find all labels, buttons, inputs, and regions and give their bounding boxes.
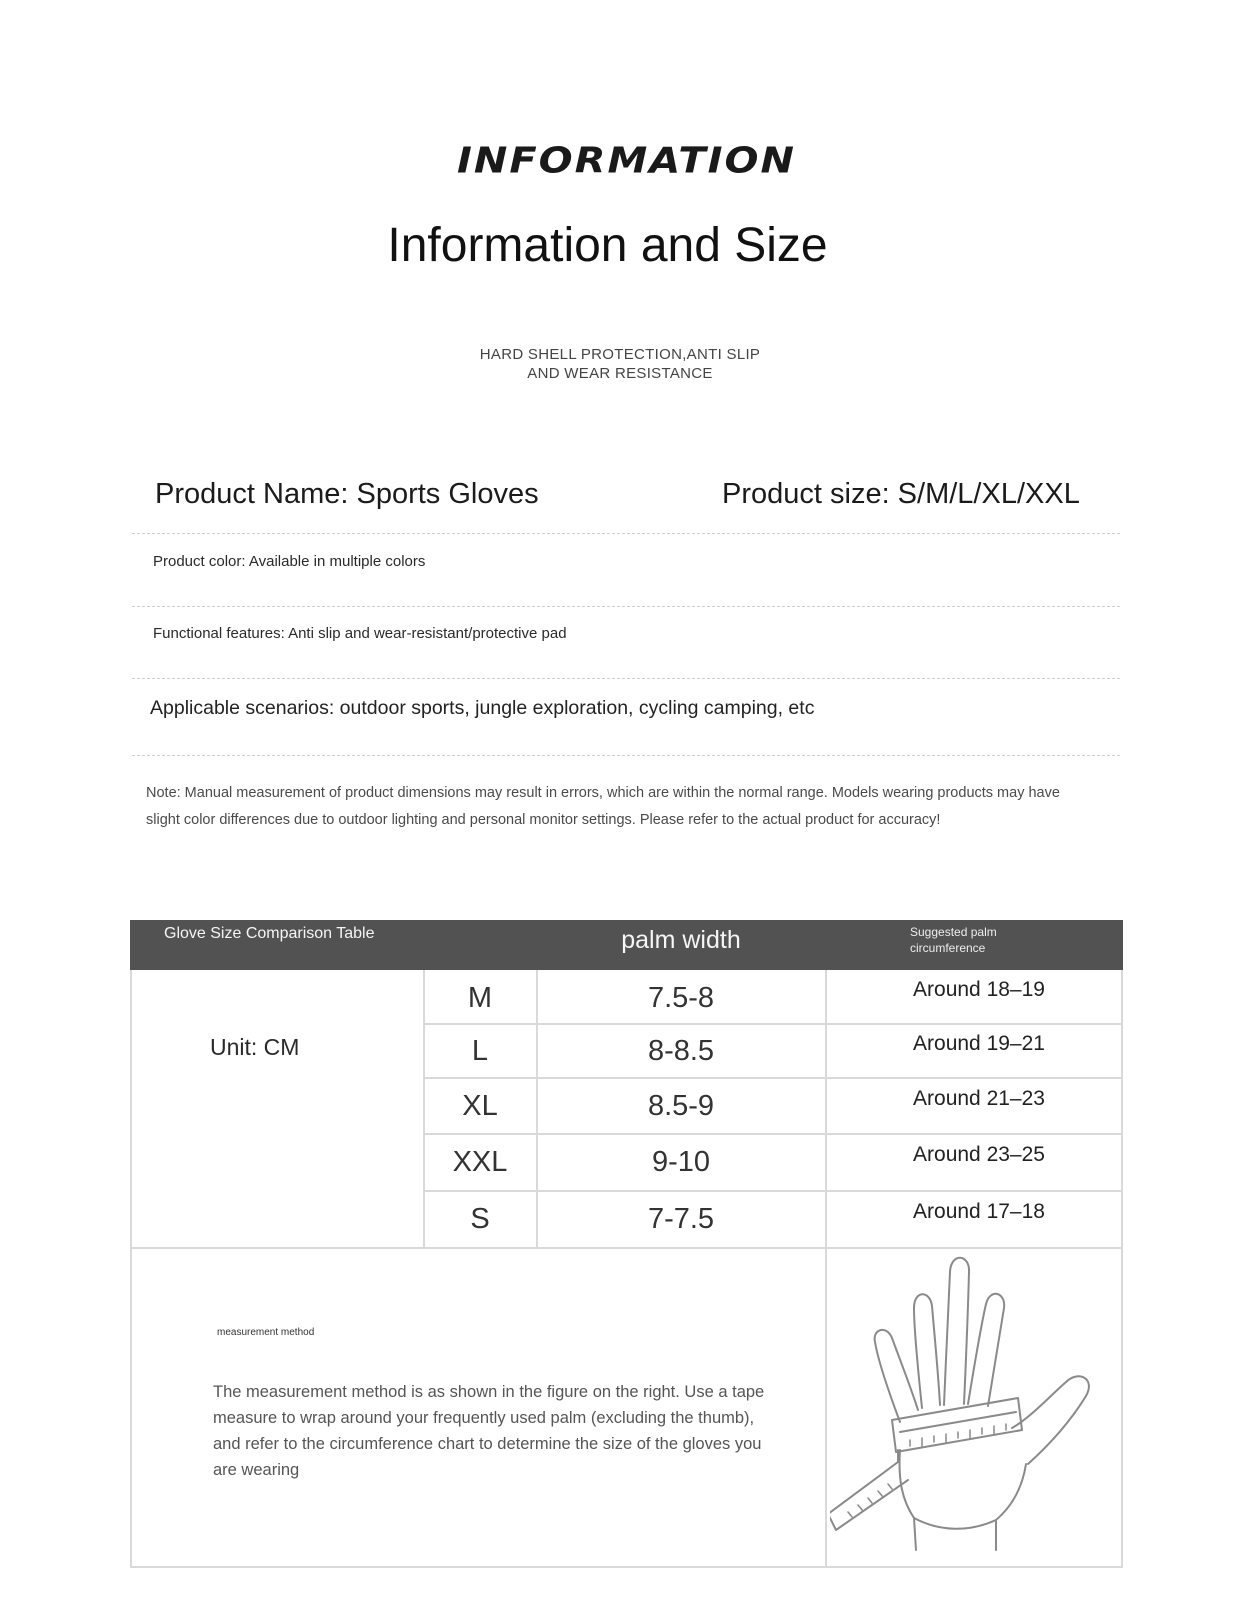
circumference-cell: Around 17–18 xyxy=(913,1200,1045,1223)
palm-width-header: palm width xyxy=(621,926,741,954)
hand-outline xyxy=(996,1464,1026,1550)
table-row-divider xyxy=(423,1077,1123,1079)
table-border-right xyxy=(1121,970,1123,1567)
tape-measure-ticks xyxy=(848,1484,892,1517)
page-title: Information and Size xyxy=(387,219,828,272)
product-name: Product Name: Sports Gloves xyxy=(155,478,539,510)
tape-measure-band xyxy=(892,1398,1022,1452)
size-table-title: Glove Size Comparison Table xyxy=(164,925,375,942)
applicable-scenarios: Applicable scenarios: outdoor sports, jungle exploration, cycling camping, etc xyxy=(150,697,815,719)
hand-outline xyxy=(914,1518,996,1529)
tagline-line-1: HARD SHELL PROTECTION,ANTI SLIP xyxy=(479,346,761,363)
palm-circumference-header xyxy=(910,924,997,956)
size-cell: S xyxy=(470,1203,490,1235)
hand-outline xyxy=(1012,1376,1089,1464)
unit-label: Unit: CM xyxy=(210,1034,300,1060)
hand-tape-measure-icon xyxy=(830,1250,1120,1560)
functional-features: Functional features: Anti slip and wear-resistant/protective pad xyxy=(153,625,567,642)
hand-outline xyxy=(914,1294,940,1408)
divider xyxy=(132,678,1120,679)
palm-width-cell: 7-7.5 xyxy=(647,1203,715,1235)
palm-width-cell: 9-10 xyxy=(651,1146,711,1178)
circumference-cell: Around 21–23 xyxy=(913,1087,1045,1110)
circumference-cell: Around 18–19 xyxy=(913,978,1045,1001)
size-cell: XXL xyxy=(452,1146,508,1178)
tape-measure-tail xyxy=(830,1450,908,1530)
circumference-cell: Around 23–25 xyxy=(913,1143,1045,1166)
hand-outline xyxy=(900,1450,916,1550)
size-cell: M xyxy=(467,982,493,1014)
table-border-bottom xyxy=(130,1566,1123,1568)
palm-width-cell: 8-8.5 xyxy=(647,1035,715,1067)
product-color: Product color: Available in multiple colors xyxy=(153,553,426,570)
tagline xyxy=(0,345,1240,383)
table-row-divider xyxy=(423,1133,1123,1135)
divider xyxy=(132,533,1120,534)
hand-outline xyxy=(944,1258,969,1405)
accuracy-note: Note: Manual measurement of product dimensions may result in errors, which are within the normal range. Models wearing products may have slight color differences due to outdoor lighting and personal monitor settings. Please refer to the actual product for accuracy! xyxy=(146,785,1060,828)
measurement-method-label: measurement method xyxy=(217,1327,315,1338)
palm-width-cell: 7.5-8 xyxy=(647,982,715,1014)
tagline-line-2: AND WEAR RESISTANCE xyxy=(527,365,713,382)
table-row-divider xyxy=(130,1247,1123,1249)
table-row-divider xyxy=(423,1190,1123,1192)
information-logo-text: INFORMATION xyxy=(456,140,797,182)
hand-outline xyxy=(968,1294,1004,1406)
product-size: Product size: S/M/L/XL/XXL xyxy=(722,478,1080,510)
circ-header-line-2: circumference xyxy=(910,941,986,955)
table-border-left xyxy=(130,970,132,1567)
measurement-method-text: The measurement method is as shown in the figure on the right. Use a tape measure to wrap around your frequently used palm (excluding the thumb), and refer to the circumference chart to determine the size of the gloves you are wearing xyxy=(213,1383,765,1479)
size-cell: XL xyxy=(462,1090,498,1122)
circ-header-line-1: Suggested palm xyxy=(910,925,997,939)
divider xyxy=(132,755,1120,756)
divider xyxy=(132,606,1120,607)
size-cell: L xyxy=(471,1035,489,1067)
table-row-divider xyxy=(423,1023,1123,1025)
palm-width-cell: 8.5-9 xyxy=(647,1090,715,1122)
hand-outline xyxy=(875,1330,918,1422)
circumference-cell: Around 19–21 xyxy=(913,1032,1045,1055)
